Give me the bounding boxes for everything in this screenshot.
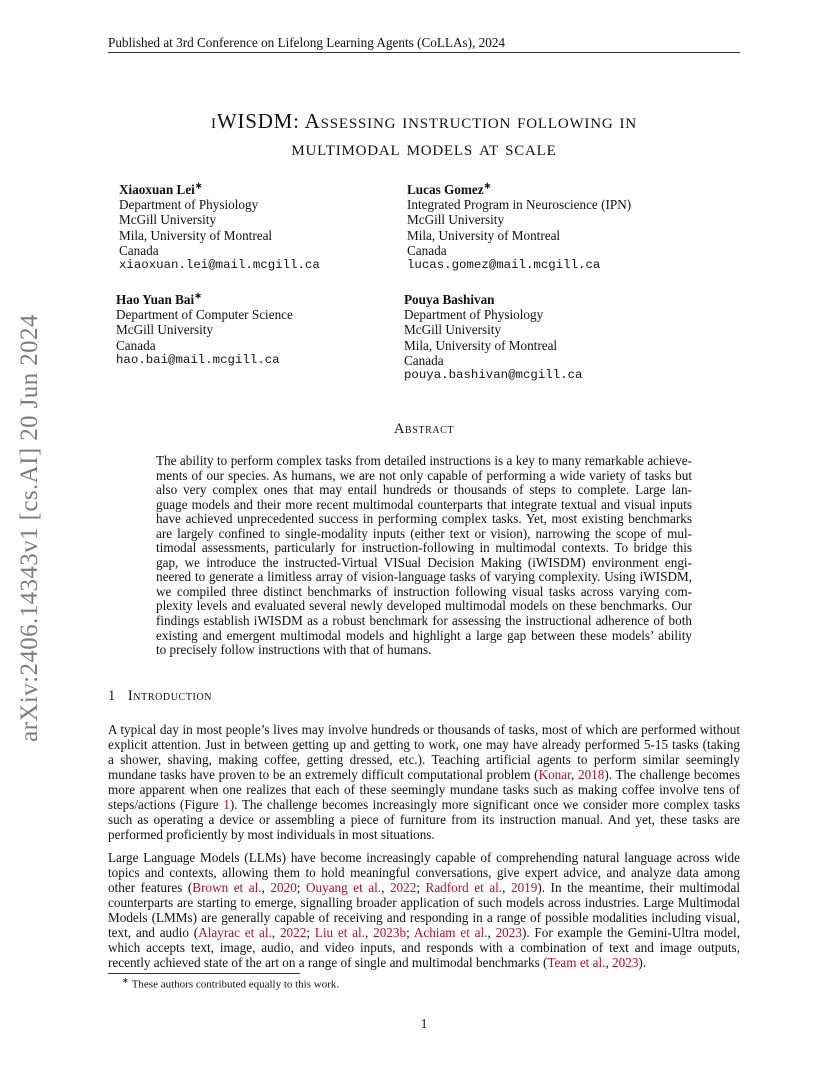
author-block-3 bbox=[116, 292, 293, 368]
author-affiliation: McGill University bbox=[407, 212, 505, 228]
paper-title-line-1: iWISDM: Assessing instruction following in bbox=[211, 109, 637, 133]
footnote-mark: ∗ bbox=[122, 976, 129, 985]
abstract-line: neered to generate a limitless array of vision-language tasks of varying complexity. Using iWISDM, bbox=[156, 569, 692, 585]
author-name: Pouya Bashivan bbox=[404, 292, 495, 307]
author-affiliation: Canada bbox=[407, 242, 447, 258]
text-run: ). The challenge becomes increasingly more significant once we consider more complex tasks bbox=[229, 797, 740, 813]
text-line bbox=[108, 752, 740, 767]
arxiv-sidebar-stamp bbox=[0, 298, 60, 758]
text-run: explicit attention. Just in between getting up and getting to work, one may have already performed 5-15 tasks (taking bbox=[108, 737, 740, 753]
paper-title-line-2: multimodal models at scale bbox=[291, 136, 557, 160]
author-name: Hao Yuan Bai bbox=[116, 292, 195, 307]
author-email[interactable]: pouya.bashivan@mcgill.ca bbox=[404, 368, 583, 383]
footnote-rule bbox=[108, 973, 300, 974]
text-run: ; bbox=[296, 880, 306, 896]
text-line bbox=[108, 865, 740, 880]
text-run: which accepts text, image, audio, and video inputs, and responds with a combination of text and image outputs, bbox=[108, 940, 740, 956]
abstract-line: findings establish iWISDM as a robust benchmark for assessing the instructional adherence of both bbox=[156, 613, 692, 629]
text-run: ). bbox=[638, 955, 647, 971]
arxiv-id: arXiv:2406.14343v1 [cs.AI] 20 Jun 2024 bbox=[16, 314, 43, 742]
text-run: ; bbox=[406, 925, 414, 941]
equal-contribution-mark: ∗ bbox=[194, 180, 203, 191]
section-title: Introduction bbox=[127, 688, 213, 704]
paragraph-2 bbox=[108, 850, 740, 970]
author-affiliation: Department of Computer Science bbox=[116, 307, 293, 323]
text-run: , bbox=[365, 925, 374, 941]
text-run: performed proficiently by most individuals in most situations. bbox=[108, 827, 435, 843]
text-run: , bbox=[271, 925, 280, 941]
citation-link[interactable]: Team et al. bbox=[547, 955, 606, 971]
author-affiliation: Department of Physiology bbox=[119, 197, 259, 213]
citation-link[interactable]: 2019 bbox=[510, 880, 538, 896]
citation-link[interactable]: 2022 bbox=[389, 880, 417, 896]
citation-link[interactable]: Radford et al. bbox=[425, 880, 503, 896]
header-rule bbox=[108, 52, 740, 53]
text-line bbox=[108, 925, 740, 940]
author-affiliation: Department of Physiology bbox=[404, 307, 544, 323]
text-run: Models (LMMs) are generally capable of receiving and responding in a range of possible modalities including visual, bbox=[108, 910, 740, 926]
citation-link[interactable]: Alayrac et al. bbox=[198, 925, 272, 941]
abstract-line: we compiled three distinct benchmarks of instruction following visual tasks across varying com- bbox=[156, 583, 692, 599]
author-block-4 bbox=[404, 292, 582, 383]
text-line bbox=[108, 850, 740, 865]
citation-link[interactable]: Liu et al. bbox=[314, 925, 366, 941]
text-line bbox=[108, 940, 740, 955]
text-run: , bbox=[605, 955, 613, 971]
text-run: A typical day in most people’s lives may involve hundreds or thousands of tasks, most of which are performed without bbox=[108, 722, 740, 737]
abstract-line: existing and emergent multimodal models and highlight a large gap between these models’ ability bbox=[156, 627, 692, 643]
text-run: , bbox=[487, 925, 496, 941]
text-line bbox=[108, 880, 740, 895]
text-run: ; bbox=[416, 880, 426, 896]
abstract-line: The ability to perform complex tasks from detailed instructions is a key to many remarkable achieve- bbox=[156, 453, 692, 468]
author-affiliation: McGill University bbox=[116, 322, 214, 338]
abstract-heading: Abstract bbox=[393, 421, 455, 437]
citation-link[interactable]: 2020 bbox=[270, 880, 297, 896]
text-run: text, and audio ( bbox=[108, 925, 199, 941]
text-line bbox=[108, 910, 740, 925]
citation-link[interactable]: Ouyang et al. bbox=[305, 880, 382, 896]
abstract-line: also very complex ones that may entail hundreds or thousands of steps to complete. Large lan- bbox=[156, 482, 692, 498]
abstract-body bbox=[156, 454, 692, 658]
text-run: steps/actions (Figure bbox=[108, 797, 224, 813]
page-number: 1 bbox=[420, 1016, 428, 1031]
abstract-line: have achieved unprecedented success in performing complex tasks. Yet, most existing benchmarks bbox=[156, 511, 692, 527]
text-run: other features ( bbox=[108, 880, 193, 896]
citation-link[interactable]: 2023 bbox=[495, 925, 522, 941]
citation-link[interactable]: Achiam et al. bbox=[413, 925, 488, 941]
abstract-line: ments of our species. As humans, we are not only capable of performing a wide variety of tasks but bbox=[156, 467, 692, 483]
author-name: Xiaoxuan Lei bbox=[119, 182, 195, 197]
footnote bbox=[122, 976, 339, 991]
author-affiliation: Canada bbox=[116, 337, 156, 353]
text-run: , bbox=[502, 880, 511, 896]
text-line bbox=[108, 767, 740, 782]
author-affiliation: McGill University bbox=[404, 322, 502, 338]
citation-link[interactable]: 2018 bbox=[577, 767, 605, 783]
author-affiliation: McGill University bbox=[119, 212, 217, 228]
text-run: ). In the meantime, their multimodal bbox=[537, 880, 740, 896]
author-email[interactable]: hao.bai@mail.mcgill.ca bbox=[116, 352, 280, 367]
text-line bbox=[108, 722, 740, 737]
paragraph-1 bbox=[108, 722, 740, 842]
text-run: ; bbox=[306, 925, 315, 941]
author-email[interactable]: xiaoxuan.lei@mail.mcgill.ca bbox=[119, 258, 320, 273]
text-run: counterparts are starting to emerge, signalling broader application of such models across industries. Large Multimodal bbox=[108, 895, 740, 911]
author-email[interactable]: lucas.gomez@mail.mcgill.ca bbox=[407, 258, 601, 273]
text-line bbox=[108, 827, 740, 842]
abstract-line: gap, we introduce the instructed-Virtual VISual Decision Making (iWISDM) environment engi- bbox=[156, 554, 692, 570]
text-run: a shower, shaving, making coffee, getting dressed, etc.). Teaching artificial agents to perform similar seemingly bbox=[108, 752, 740, 768]
text-line bbox=[108, 812, 740, 827]
author-block-1 bbox=[119, 182, 320, 273]
author-affiliation: Canada bbox=[404, 352, 444, 368]
author-affiliation: Mila, University of Montreal bbox=[119, 227, 273, 243]
text-line bbox=[108, 737, 740, 752]
text-line bbox=[108, 797, 740, 812]
citation-link[interactable]: 2023 bbox=[612, 955, 639, 971]
author-affiliation: Integrated Program in Neuroscience (IPN) bbox=[407, 197, 632, 213]
author-affiliation: Mila, University of Montreal bbox=[407, 227, 561, 243]
abstract-line: are largely confined to single-modality inputs (either text or vision), narrowing the scope of mul- bbox=[156, 525, 692, 541]
text-run: mundane tasks have proven to be an extremely difficult computational problem ( bbox=[108, 767, 539, 783]
section-number: 1 bbox=[108, 688, 116, 704]
text-run: , bbox=[261, 880, 271, 896]
text-line bbox=[108, 895, 740, 910]
equal-contribution-mark: ∗ bbox=[194, 290, 202, 301]
citation-link[interactable]: 2023b bbox=[373, 925, 407, 941]
text-run: , bbox=[381, 880, 390, 896]
text-run: ). The challenge becomes bbox=[604, 767, 740, 783]
text-run: Large Language Models (LLMs) have become increasingly capable of comprehending natural language across wide bbox=[108, 850, 740, 865]
text-run: , bbox=[571, 767, 578, 783]
footnote-text: These authors contributed equally to this work. bbox=[131, 978, 340, 991]
abstract-line: to precisely follow instructions with that of humans. bbox=[156, 642, 432, 658]
citation-link[interactable]: 1 bbox=[223, 797, 230, 813]
text-run: ). For example the Gemini-Ultra model, bbox=[521, 925, 740, 941]
author-block-2 bbox=[407, 182, 631, 273]
citation-link[interactable]: 2022 bbox=[279, 925, 307, 941]
running-header: Published at 3rd Conference on Lifelong Learning Agents (CoLLAs), 2024 bbox=[108, 35, 506, 50]
text-run: such as operating a device or assembling a piece of furniture from its instruction manual. And yet, these tasks are bbox=[108, 812, 740, 828]
text-line bbox=[108, 955, 740, 970]
citation-link[interactable]: Brown et al. bbox=[192, 880, 262, 896]
text-line bbox=[108, 782, 740, 797]
equal-contribution-mark: ∗ bbox=[483, 180, 492, 191]
paper-title bbox=[108, 108, 740, 162]
text-run: recently achieved state of the art on a range of single and multimodal benchmarks ( bbox=[108, 955, 548, 971]
section-heading bbox=[108, 688, 212, 705]
text-run: topics and contexts, allowing them to hold meaningful conversations, give expert advice, and analyze data among bbox=[108, 865, 740, 881]
author-name: Lucas Gomez bbox=[407, 182, 484, 197]
citation-link[interactable]: Konar bbox=[538, 767, 571, 783]
author-affiliation: Mila, University of Montreal bbox=[404, 337, 558, 353]
author-affiliation: Canada bbox=[119, 242, 159, 258]
text-run: more apparent when one realizes that each of these seemingly mundane tasks such as making coffee involve tens of bbox=[108, 782, 740, 798]
abstract-line: guage models and their more recent multimodal counterparts that integrate textual and visual inputs bbox=[156, 496, 692, 512]
abstract-line: timodal assessments, particularly for instruction-following in multimodal contexts. To bridge this bbox=[156, 540, 692, 556]
abstract-line: plexity levels and evaluated several newly developed multimodal models on these benchmarks. Our bbox=[156, 598, 692, 614]
